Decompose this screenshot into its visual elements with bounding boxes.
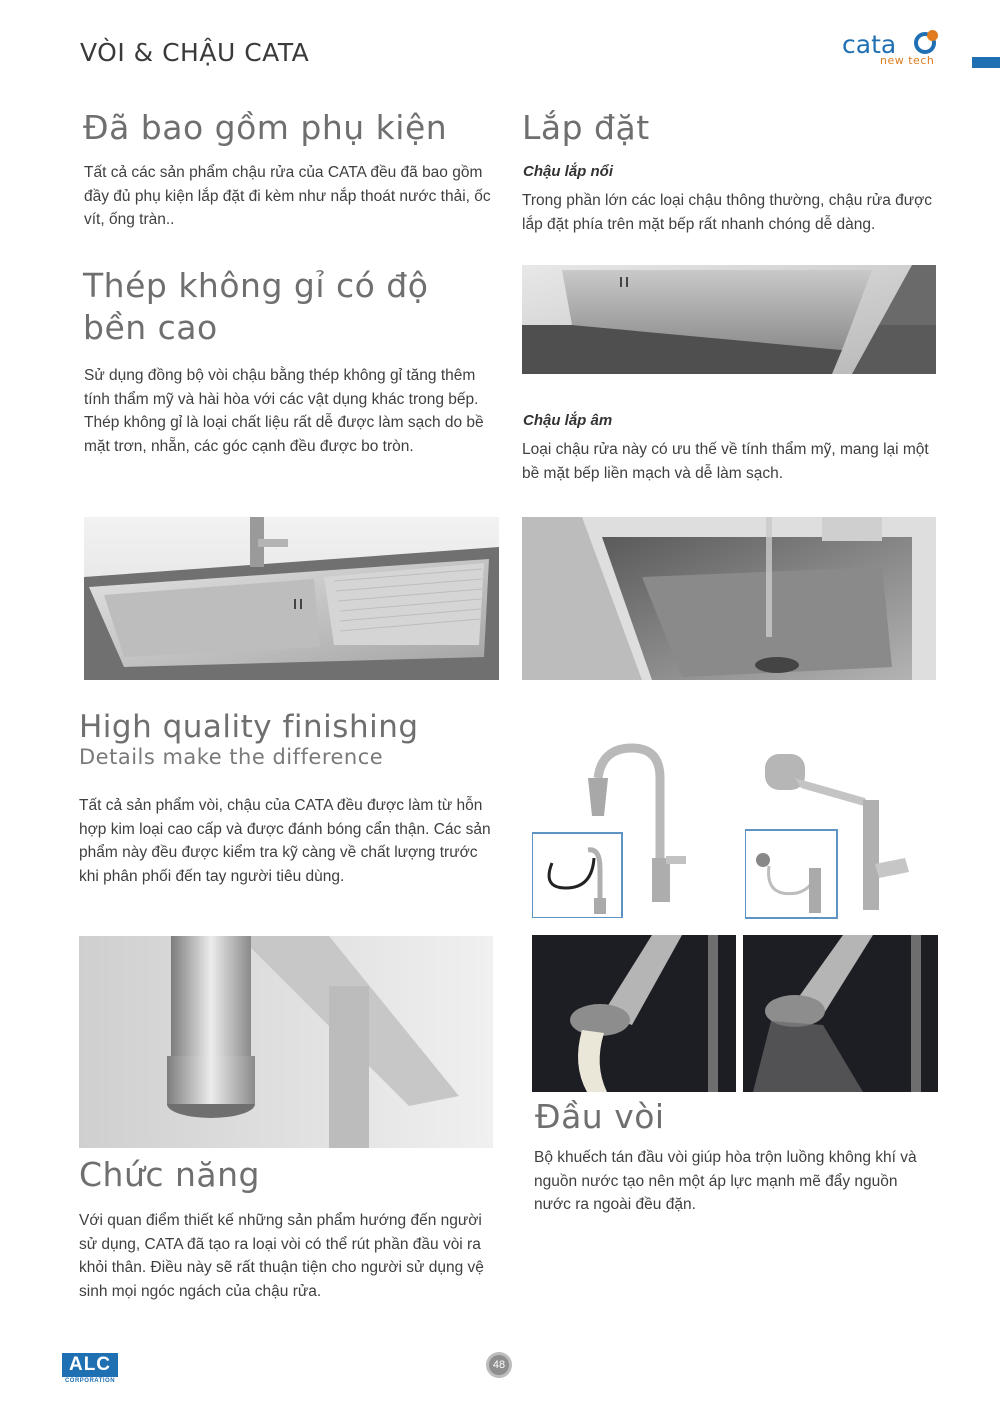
logo-circle-icon <box>914 32 936 54</box>
undermount-label: Chậu lắp âm <box>523 412 613 429</box>
page-header-title: VÒI & CHẬU CATA <box>80 38 310 67</box>
spout-heading: Đầu vòi <box>535 1097 665 1136</box>
spout-aerated-stream-photo <box>532 935 736 1092</box>
accessories-text: Tất cả các sản phẩm chậu rửa của CATA đều đã bao gồm đầy đủ phụ kiện lắp đặt đi kèm như nắp thoát nước thải, ốc vít, ống tràn.. <box>84 164 491 228</box>
pull-down-faucet-image <box>532 738 722 918</box>
spout-spray-stream-photo <box>743 935 938 1092</box>
accessories-heading: Đã bao gồm phụ kiện <box>83 108 448 147</box>
page-number: 48 <box>486 1352 512 1378</box>
undermount-sink-photo <box>522 517 936 680</box>
steel-text: Sử dụng đồng bộ vòi chậu bằng thép không gỉ tăng thêm tính thẩm mỹ và hài hòa với các vật dụng khác trong bếp. Thép không gỉ là loại chất liệu rất dễ được làm sạch do bề mặt trơn, nhẵn, các góc cạnh đều được bo tròn. <box>84 367 484 455</box>
alc-logo-sub: CORPORATION <box>64 1378 116 1384</box>
cata-logo <box>838 28 948 68</box>
page-edge-tab <box>972 57 1000 68</box>
alc-logo-word: ALC <box>62 1353 118 1377</box>
logo-wordmark: cata <box>842 30 897 59</box>
surface-mount-sink-photo <box>522 265 936 374</box>
function-text: Với quan điểm thiết kế những sản phẩm hướng đến người sử dụng, CATA đã tạo ra loại vòi có thể rút phần đầu vòi ra khỏi thân. Điều này sẽ rất thuận tiện cho người sử dụng vệ sinh mọi ngóc ngách của chậu rửa. <box>79 1212 484 1300</box>
faucet-head-closeup-photo <box>79 936 493 1148</box>
sink-with-drainboard-photo <box>84 517 499 680</box>
alc-corporation-logo <box>62 1353 118 1387</box>
install-heading: Lắp đặt <box>522 108 650 147</box>
surface-mount-label: Chậu lắp nổi <box>523 163 613 180</box>
pull-out-faucet-image <box>745 748 925 920</box>
steel-heading-line1: Thép không gỉ có độ <box>83 266 429 305</box>
logo-tagline: new tech <box>880 54 935 67</box>
steel-heading-line2: bền cao <box>83 308 218 347</box>
function-heading: Chức năng <box>79 1155 261 1194</box>
finishing-subheading: Details make the difference <box>79 745 384 769</box>
undermount-text: Loại chậu rửa này có ưu thế về tính thẩm mỹ, mang lại một bề mặt bếp liền mạch và dễ làm sạch. <box>522 441 929 482</box>
spout-text: Bộ khuếch tán đầu vòi giúp hòa trộn luồng không khí và nguồn nước tạo nên một áp lực mạnh mẽ đẩy nguồn nước ra ngoài đều đặn. <box>534 1149 917 1213</box>
surface-mount-text: Trong phần lớn các loại chậu thông thường, chậu rửa được lắp đặt phía trên mặt bếp rất nhanh chóng dễ dàng. <box>522 192 933 233</box>
finishing-text: Tất cả sản phẩm vòi, chậu của CATA đều được làm từ hỗn hợp kim loại cao cấp và được đánh bóng cẩn thận. Các sản phẩm này đều được kiểm tra kỹ càng về chất lượng trước khi phân phối đến tay người tiêu dùng. <box>79 797 491 885</box>
finishing-heading: High quality finishing <box>79 709 419 745</box>
